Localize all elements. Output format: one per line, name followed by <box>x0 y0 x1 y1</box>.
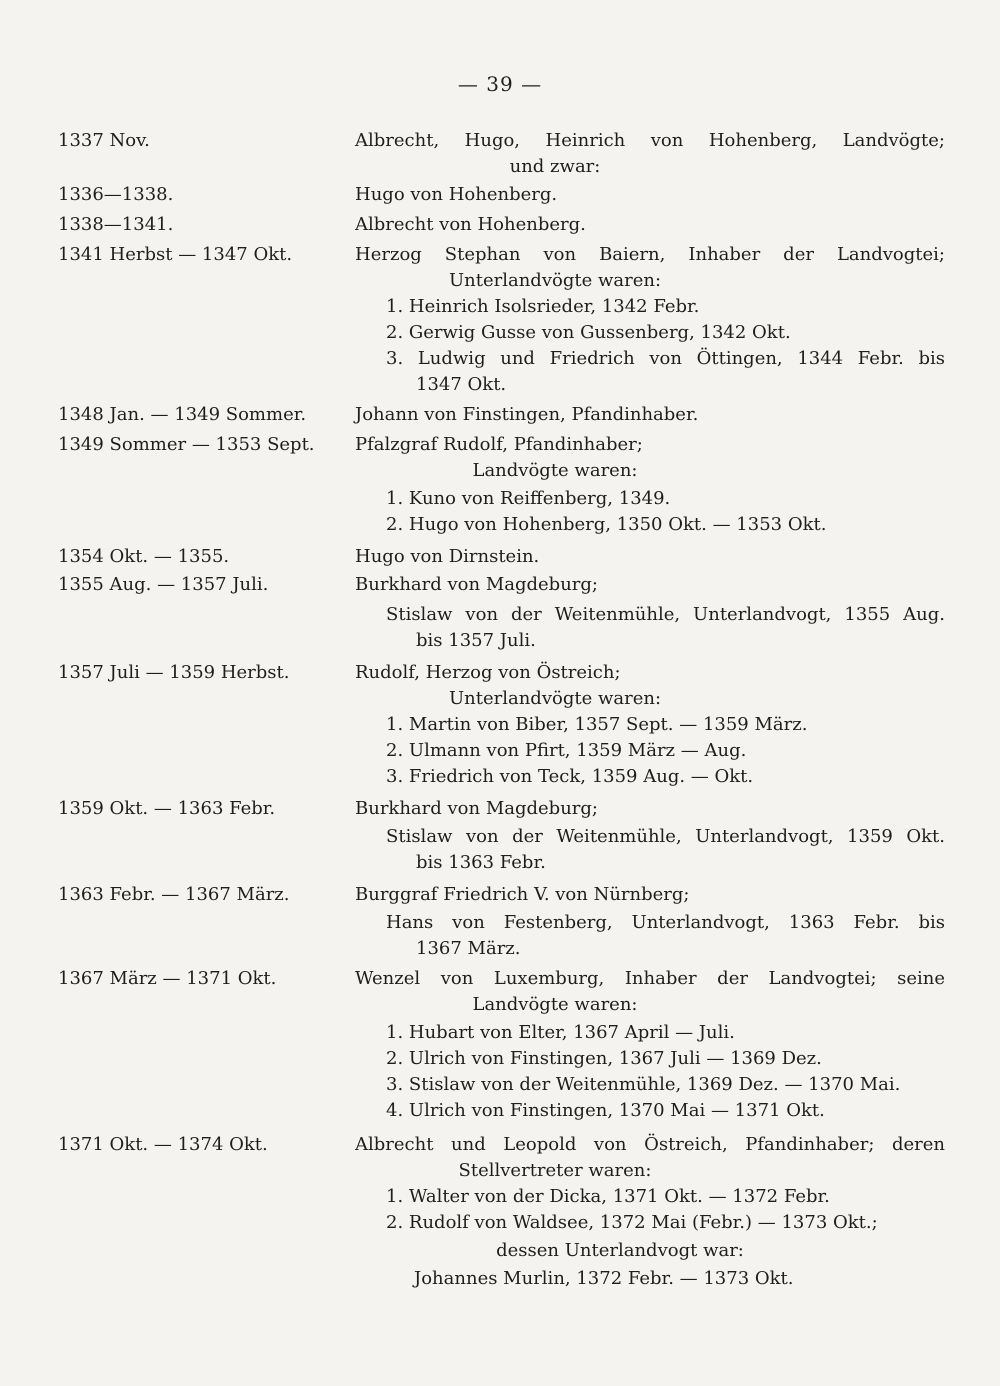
entry-text: 1. Heinrich Isolsrieder, 1342 Febr. <box>386 296 700 317</box>
entry-text: 1. Kuno von Reiffenberg, 1349. <box>386 488 671 509</box>
entry-text: Albrecht, Hugo, Heinrich von Hohenberg, Landvögte; <box>355 130 945 151</box>
date-range: 1371 Okt. — 1374 Okt. <box>58 1134 268 1155</box>
date-range: 1367 März — 1371 Okt. <box>58 968 277 989</box>
entry-text: Burkhard von Magdeburg; <box>355 798 598 819</box>
entry-text: Landvögte waren: <box>472 460 638 481</box>
entry-text: Stislaw von der Weitenmühle, Unterlandvogt, 1355 Aug. <box>386 604 945 625</box>
date-range: 1355 Aug. — 1357 Juli. <box>58 574 269 595</box>
entry-text: 2. Gerwig Gusse von Gussenberg, 1342 Okt. <box>386 322 791 343</box>
entry-text: Unterlandvögte waren: <box>448 270 662 291</box>
entry-text: 1. Martin von Biber, 1357 Sept. — 1359 März. <box>386 714 808 735</box>
date-range: 1354 Okt. — 1355. <box>58 546 230 567</box>
date-range: 1357 Juli — 1359 Herbst. <box>58 662 290 683</box>
entry-text: 2. Ulmann von Pfirt, 1359 März — Aug. <box>386 740 747 761</box>
entry-text: Rudolf, Herzog von Östreich; <box>355 662 621 683</box>
entry-text: Pfalzgraf Rudolf, Pfandinhaber; <box>355 434 643 455</box>
page-number: — 39 — <box>457 72 543 96</box>
entry-text: 2. Rudolf von Waldsee, 1372 Mai (Febr.) — 1373 Okt.; <box>386 1212 878 1233</box>
entry-text: Albrecht von Hohenberg. <box>355 214 586 235</box>
date-range: 1348 Jan. — 1349 Sommer. <box>58 404 307 425</box>
entry-text: Unterlandvögte waren: <box>448 688 662 709</box>
entry-text: 2. Ulrich von Finstingen, 1367 Juli — 1369 Dez. <box>386 1048 822 1069</box>
entry-text: 3. Stislaw von der Weitenmühle, 1369 Dez. — 1370 Mai. <box>386 1074 901 1095</box>
entry-text: bis 1363 Febr. <box>416 852 546 873</box>
entry-text: 3. Friedrich von Teck, 1359 Aug. — Okt. <box>386 766 754 787</box>
entry-text: 1. Hubart von Elter, 1367 April — Juli. <box>386 1022 735 1043</box>
entry-text: 1367 März. <box>416 938 521 959</box>
date-range: 1338—1341. <box>58 214 174 235</box>
date-range: 1349 Sommer — 1353 Sept. <box>58 434 315 455</box>
date-range: 1341 Herbst — 1347 Okt. <box>58 244 293 265</box>
entry-text: Stellvertreter waren: <box>458 1160 652 1181</box>
entry-text: 2. Hugo von Hohenberg, 1350 Okt. — 1353 Okt. <box>386 514 827 535</box>
entry-text: 4. Ulrich von Finstingen, 1370 Mai — 1371 Okt. <box>386 1100 825 1121</box>
entry-text: 3. Ludwig und Friedrich von Öttingen, 1344 Febr. bis <box>386 348 945 369</box>
entry-text: 1347 Okt. <box>416 374 507 395</box>
entry-text: Wenzel von Luxemburg, Inhaber der Landvogtei; seine <box>355 968 945 989</box>
entry-text: Hugo von Dirnstein. <box>355 546 540 567</box>
entry-text: Burkhard von Magdeburg; <box>355 574 598 595</box>
entry-text: und zwar: <box>509 156 601 177</box>
date-range: 1337 Nov. <box>58 130 150 151</box>
entry-text: bis 1357 Juli. <box>416 630 536 651</box>
date-range: 1336—1338. <box>58 184 174 205</box>
entry-text: Johannes Murlin, 1372 Febr. — 1373 Okt. <box>414 1268 794 1289</box>
entry-text: Landvögte waren: <box>472 994 638 1015</box>
entry-text: Hans von Festenberg, Unterlandvogt, 1363 Febr. bis <box>386 912 945 933</box>
entry-text: Albrecht und Leopold von Östreich, Pfandinhaber; deren <box>355 1134 945 1155</box>
entry-text: dessen Unterlandvogt war: <box>496 1240 744 1261</box>
date-range: 1363 Febr. — 1367 März. <box>58 884 290 905</box>
entry-text: 1. Walter von der Dicka, 1371 Okt. — 1372 Febr. <box>386 1186 830 1207</box>
entry-text: Hugo von Hohenberg. <box>355 184 558 205</box>
entry-text: Stislaw von der Weitenmühle, Unterlandvogt, 1359 Okt. <box>386 826 945 847</box>
entry-text: Johann von Finstingen, Pfandinhaber. <box>355 404 699 425</box>
date-range: 1359 Okt. — 1363 Febr. <box>58 798 276 819</box>
entry-text: Herzog Stephan von Baiern, Inhaber der Landvogtei; <box>355 244 945 265</box>
entry-text: Burggraf Friedrich V. von Nürnberg; <box>355 884 690 905</box>
